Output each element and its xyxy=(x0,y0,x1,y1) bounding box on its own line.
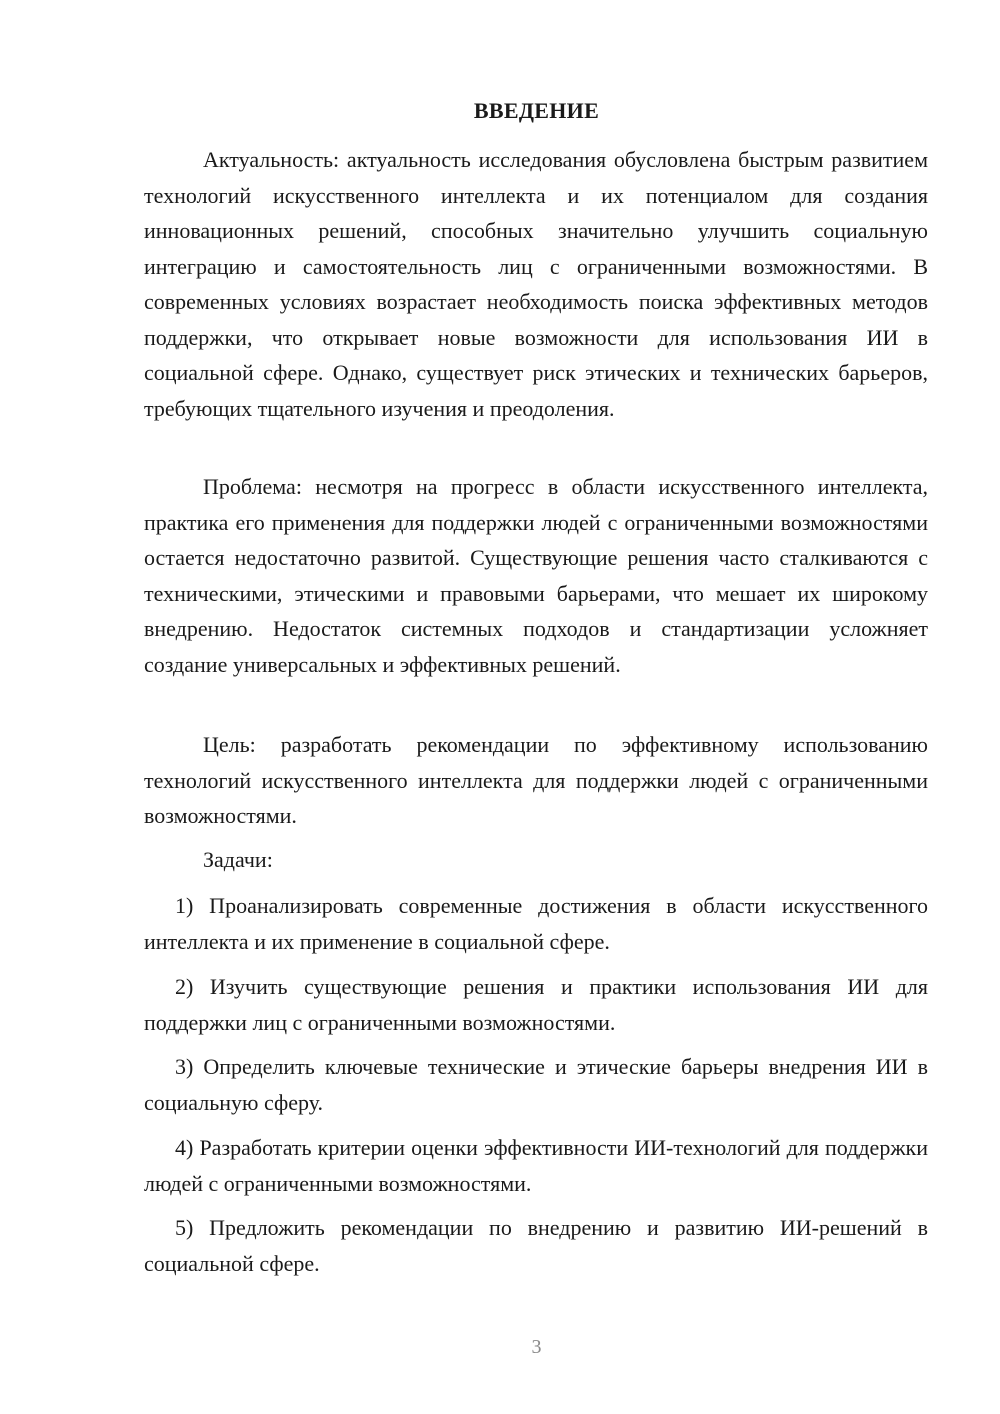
section-title: ВВЕДЕНИЕ xyxy=(473,98,600,123)
task-item-4: 4) Разработать критерии оценки эффективности ИИ-технологий для поддержки людей с ограниченными возможностями. xyxy=(144,1135,928,1196)
task-item-5: 5) Предложить рекомендации по внедрению и развитию ИИ-решений в социальной сфере. xyxy=(144,1215,928,1276)
goal-paragraph: Цель: разработать рекомендации по эффективному использованию технологий искусственного интеллекта для поддержки людей с ограниченными возможностями. xyxy=(144,732,928,828)
relevance-paragraph: Актуальность: актуальность исследования обусловлена быстрым развитием технологий искусственного интеллекта и их потенциалом для создания инновационных решений, способных значительно улучшить социальную интеграцию и самостоятельность лиц с ограниченными возможностями. В современных условиях возрастает необходимость поиска эффективных методов поддержки, что открывает новые возможности для использования ИИ в социальной сфере. Однако, существует риск этических и технических барьеров, требующих тщательного изучения и преодоления. xyxy=(144,147,928,421)
task-item-3: 3) Определить ключевые технические и этические барьеры внедрения ИИ в социальную сферу. xyxy=(144,1054,928,1115)
tasks-heading: Задачи: xyxy=(203,847,273,872)
task-item-2: 2) Изучить существующие решения и практики использования ИИ для поддержки лиц с ограниченными возможностями. xyxy=(144,974,928,1035)
task-item-1: 1) Проанализировать современные достижения в области искусственного интеллекта и их применение в социальной сфере. xyxy=(144,893,928,954)
problem-paragraph: Проблема: несмотря на прогресс в области искусственного интеллекта, практика его применения для поддержки людей с ограниченными возможностями остается недостаточно развитой. Существующие решения часто сталкиваются с техническими, этическими и правовыми барьерами, что мешает их широкому внедрению. Недостаток системных подходов и стандартизации усложняет создание универсальных и эффективных решений. xyxy=(144,474,928,677)
page-number: 3 xyxy=(531,1336,542,1358)
